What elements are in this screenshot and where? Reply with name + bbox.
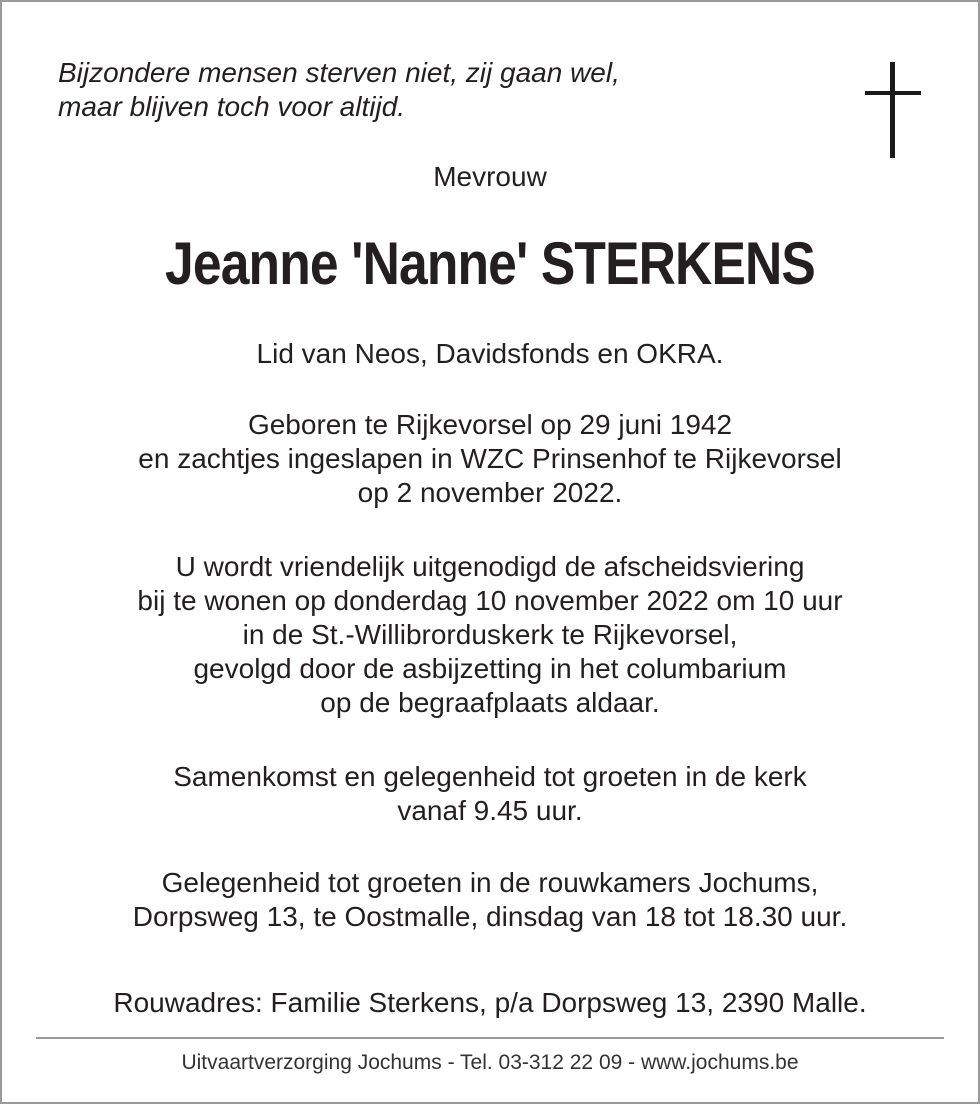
honorific: Mevrouw: [433, 161, 547, 192]
invitation-block: [0, 550, 980, 720]
invitation-line: U wordt vriendelijk uitgenodigd de afscheidsviering: [175, 551, 805, 582]
funeral-director-footer: Uitvaartverzorging Jochums - Tel. 03-312 22 09 - www.jochums.be: [181, 1051, 799, 1074]
deceased-name: Jeanne 'Nanne' STERKENS: [165, 230, 815, 297]
invitation-line: op de begraafplaats aldaar.: [320, 687, 660, 718]
gathering-line: vanaf 9.45 uur.: [397, 795, 583, 826]
footer-divider: [36, 1037, 944, 1039]
gathering-block: [0, 760, 980, 828]
cross-vertical-bar: [890, 62, 895, 158]
viewing-line: Dorpsweg 13, te Oostmalle, dinsdag van 18 tot 18.30 uur.: [132, 901, 848, 932]
invitation-line: in de St.-Willibrorduskerk te Rijkevorsel,: [242, 619, 738, 650]
viewing-block: [0, 866, 980, 934]
invitation-line: gevolgd door de asbijzetting in het columbarium: [193, 653, 787, 684]
death-line: en zachtjes ingeslapen in WZC Prinsenhof te Rijkevorsel: [138, 443, 842, 474]
motto-quote: [58, 56, 620, 124]
birth-line: Geboren te Rijkevorsel op 29 juni 1942: [247, 409, 733, 440]
invitation-line: bij te wonen op donderdag 10 november 2022 om 10 uur: [137, 585, 843, 616]
motto-line-2: maar blijven toch voor altijd.: [58, 91, 406, 122]
gathering-line: Samenkomst en gelegenheid tot groeten in de kerk: [173, 761, 807, 792]
cross-icon: [865, 62, 921, 158]
cross-horizontal-bar: [865, 91, 921, 95]
viewing-line: Gelegenheid tot groeten in de rouwkamers Jochums,: [161, 867, 819, 898]
membership-text: Lid van Neos, Davidsfonds en OKRA.: [256, 338, 724, 369]
motto-line-1: Bijzondere mensen sterven niet, zij gaan wel,: [58, 57, 620, 88]
mourning-address: Rouwadres: Familie Sterkens, p/a Dorpsweg 13, 2390 Malle.: [113, 987, 867, 1018]
birth-death-block: [0, 408, 980, 510]
death-date-line: op 2 november 2022.: [357, 477, 623, 508]
